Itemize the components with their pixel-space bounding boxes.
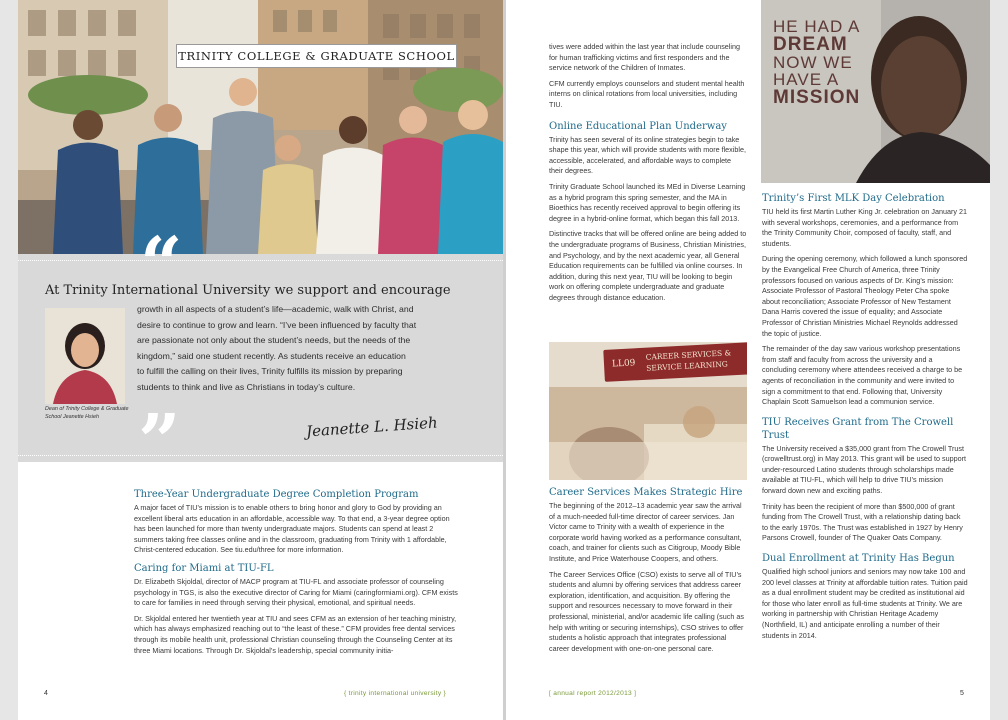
article-paragraph: TIU held its first Martin Luther King Jr. celebration on January 21 with several workshops, ceremonies, and a performance from the Trinity Community Choir, composed of faculty, staff, and students. — [762, 207, 967, 248]
sign-line-2: SERVICE LEARNING — [646, 359, 728, 373]
quote-close-mark: ” — [138, 399, 181, 485]
mlk-photo — [761, 0, 990, 183]
article-paragraph: Trinity Graduate School launched its MEd in Diverse Learning as a hybrid program this spring semester, and the MA in Bioethics has recently received approval to begin offering its degree in a hybrid-online format, which began this fall 2013. — [549, 181, 746, 223]
article-heading-career-services: Career Services Makes Strategic Hire — [549, 487, 743, 498]
right-column-2 — [762, 192, 968, 646]
article-paragraph: The Career Services Office (CSO) exists to serve all of TIU’s students and alumni by offering services that address career exploration, identification, and acquisition. By offering the support and resources necessary to move forward in their professional, ministerial, and/or academic life calling (such as help with writing or securing internships), CSO strives to offer students a holistic approach that integrates professional career development with one-on-one personal care. — [549, 569, 744, 653]
article-paragraph: The remainder of the day saw various workshop presentations from staff and faculty from across the university and a concluding ceremony where attendees received a charge to be agents of reconciliation in the community and were invited to sign a commitment to that end. Following that, University Chaplain Scott Samuelson lead a communion service. — [762, 344, 963, 407]
right-column-1-lower — [549, 486, 747, 659]
section-banner-title: TRINITY COLLEGE & GRADUATE SCHOOL — [178, 49, 455, 63]
quote-line-6: students to think and live as Christians in today’s culture. — [137, 381, 356, 392]
article-paragraph: Qualified high school juniors and seniors may now take 100 and 200 level classes at Trinity at affordable tuition rates. Tuition paid as a dual enrollment student may be credited as institutional aid for those who later enroll as full-time students at Trinity. We are working in partnership with Christian Heritage Academy (Northfield, IL) and anticipate enrolling a number of their students in 2014. — [762, 567, 968, 640]
portrait-caption: Dean of Trinity College & Graduate School Jeanette Hsieh — [45, 406, 129, 420]
article-heading-three-year: Three-Year Undergraduate Degree Completion Program — [134, 489, 419, 500]
article-heading-mlk-day: Trinity’s First MLK Day Celebration — [762, 193, 945, 204]
quote-line-3: are passionate not only about the student’s needs, but the needs of the — [137, 335, 411, 345]
right-page — [506, 0, 990, 720]
article-paragraph: Dr. Elizabeth Skjoldal, director of MACP program at TIU-FL and associate professor of counseling psychology in TGS, is also the executive director of Caring for Miami (caringformiami.org). CFM exists to care for families in need through serving their physical, emotional, and spiritual needs. — [134, 576, 458, 608]
quote-line-5: to fulfill the calling on their lives, Trinity fulfills its mission by preparing — [137, 366, 403, 376]
career-services-photo — [549, 342, 747, 480]
pull-quote-body — [137, 302, 487, 395]
right-page-number: 5 — [960, 690, 964, 697]
continued-paragraph: CFM currently employs counselors and student mental health interns on clinical rotations from local universities, including TIU. — [549, 78, 745, 109]
left-page-footer: { trinity international university } — [344, 690, 447, 697]
article-heading-caring-miami: Caring for Miami at TIU-FL — [134, 562, 274, 574]
dean-portrait-illustration — [45, 308, 125, 404]
dean-signature: Jeanette L. Hsieh — [305, 413, 439, 441]
dean-portrait — [45, 308, 125, 404]
article-paragraph: Trinity has been the recipient of more than $500,000 of grant funding from The Crowell Trust, with a relationship dating back to the early 1970s. The Trust was established in 1927 by Henry Parsons Crowell, founder of The Quaker Oats Company. — [762, 501, 963, 543]
left-page-number: 4 — [44, 690, 48, 697]
pull-quote-lead: At Trinity International University we support and encourage — [45, 283, 451, 298]
left-page — [18, 0, 503, 720]
right-page-footer: [ annual report 2012/2013 ] — [549, 690, 637, 697]
article-paragraph: A major facet of TIU’s mission is to enable others to bring honor and glory to God by providing an excellent liberal arts education in an affordable, accessible way. To that end, a 3-year degree option has been launched for more than twenty undergraduate majors. Students can spend at least 2 summers taking free classes online and in the classroom, graduating from Trinity with 1 affordable, Christ-centered education. See tiu.edu/three for more information. — [134, 503, 450, 555]
article-paragraph: During the opening ceremony, which followed a lunch sponsored by the Evangelical Free Church of America, three Trinity professors focused on various aspects of Dr. King’s mission: Associate Professor of Pastoral Theology Peter Cha spoke about reconciliation; Associate Professor of New Testament Dana Harris covered the issue of equality; and Associate Professor of Christian Ministries Michael Reynolds addressed the topic of justice. — [762, 254, 968, 338]
article-paragraph: The University received a $35,000 grant from The Crowell Trust (crowelltrust.org) in May 2013. This grant will be used to support under-resourced Latino students through scholarships made available at TIU-FL, which will help to drive TIU’s mission forward down new and exciting paths. — [762, 443, 967, 496]
article-paragraph: The beginning of the 2012–13 academic year saw the arrival of a much-needed full-time director of career services. Jan Victor came to Trinity with a wealth of experience in the corporate world having worked as a performance consultant, coach, and trainer for clients such as Citigroup, Moody Bible Institute, and Price Waterhouse Coopers, and others. — [549, 501, 742, 563]
right-column-1 — [549, 42, 747, 308]
article-heading-crowell-trust: TIU Receives Grant from The Crowell Trust — [762, 416, 954, 441]
mlk-line-2: DREAM — [773, 34, 848, 55]
room-number: LL09 — [611, 358, 636, 370]
continued-paragraph: tives were added within the last year that include counseling for human trafficking victims and first responders and the service network of the Children of Inmates. — [549, 42, 740, 73]
quote-line-1: growth in all aspects of a student’s life—academic, walk with Christ, and — [137, 304, 414, 314]
quote-line-2: desire to continue to grow and learn. “I’ve been influenced by faculty that — [137, 319, 417, 330]
mlk-line-4: HAVE A — [773, 70, 840, 89]
students-street-photo — [18, 0, 503, 254]
quote-line-4: kingdom,” said one student recently. As students receive an education — [137, 350, 406, 361]
sign-line-1: CAREER SERVICES & — [645, 348, 732, 362]
section-banner — [176, 44, 457, 68]
article-paragraph: Dr. Skjoldal entered her twentieth year at TIU and sees CFM as an extension of her teaching ministry, which has always emphasized reaching out to “the least of these.” CFM provides free dental services through its mobile health unit, professional Christian counseling through the Counseling Center at its three Miami locations. Through Dr. Skjoldal’s leadership, special community initia- — [134, 613, 457, 655]
article-paragraph: Distinctive tracks that will be offered online are being added to the undergraduate programs of Business, Christian Ministries, and Psychology, and by the next academic year, all General Education requirements can be fulfilled via online courses. In addition, during this next year, TIU will be looking to begin work on offering complete undergraduate and graduate degrees through distance education. — [549, 229, 747, 302]
article-paragraph: Trinity has seen several of its online strategies begin to take shape this year, which will provide students with more flexible, accessible, accelerated, and affordable ways to complete their degrees. — [549, 134, 746, 176]
mlk-line-5: MISSION — [773, 87, 861, 108]
mlk-line-3: NOW WE — [773, 53, 853, 72]
article-heading-online-plan: Online Educational Plan Underway — [549, 120, 727, 132]
mlk-line-1: HE HAD A — [773, 17, 861, 36]
quote-open-mark: “ — [140, 222, 183, 308]
students-street-illustration — [18, 0, 503, 254]
left-articles — [134, 488, 460, 661]
article-heading-dual-enrollment: Dual Enrollment at Trinity Has Begun — [762, 553, 955, 565]
mlk-banner-text — [773, 18, 883, 107]
